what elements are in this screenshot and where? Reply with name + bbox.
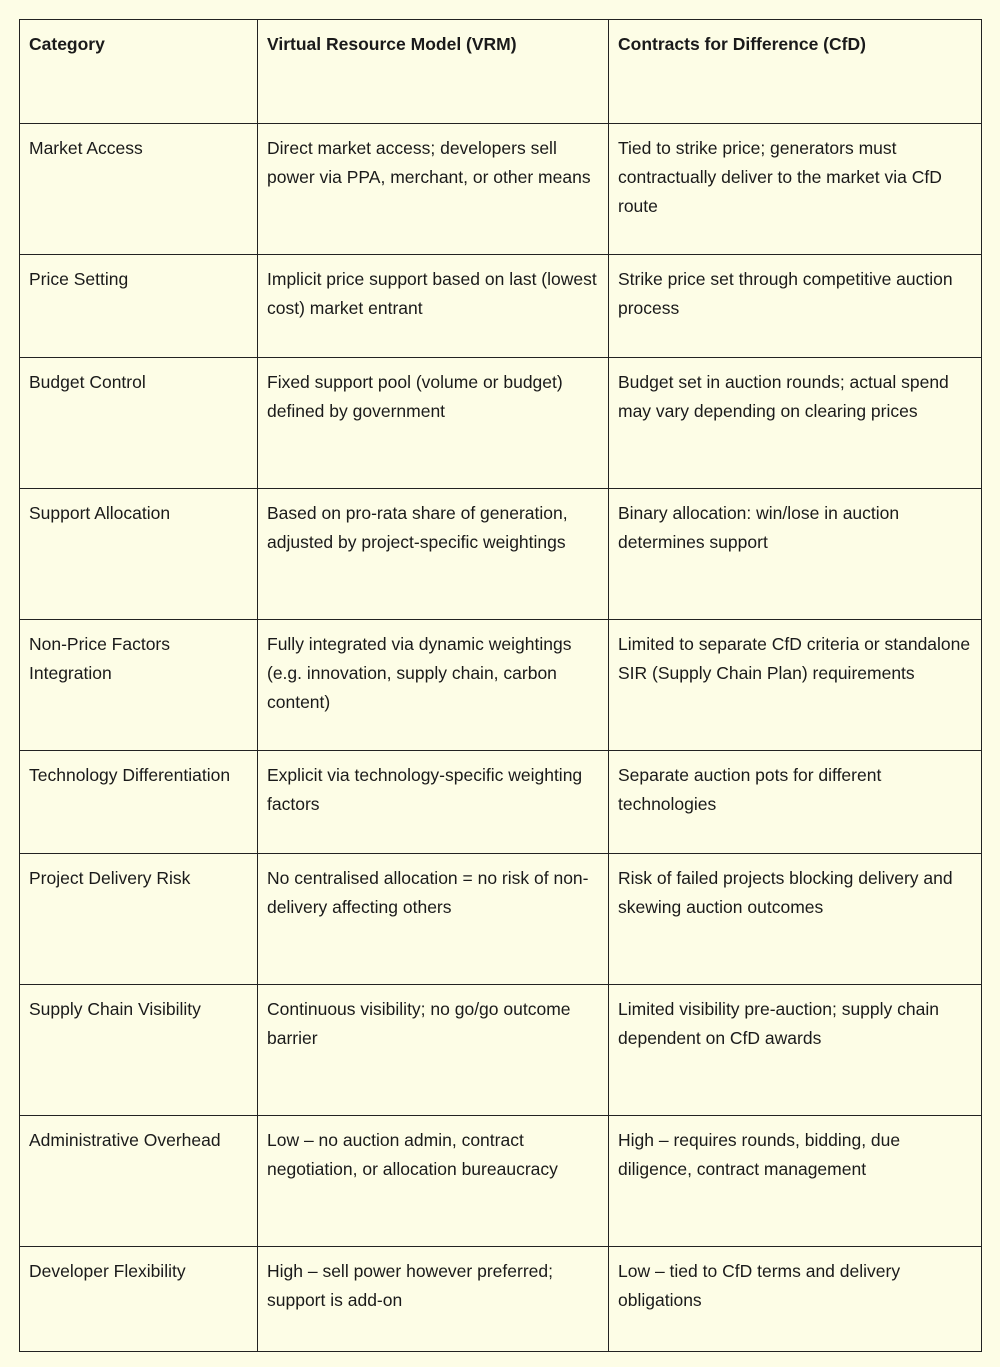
- header-category: Category: [20, 20, 258, 124]
- vrm-cell: No centralised allocation = no risk of non-delivery affecting others: [258, 854, 609, 985]
- vrm-cell: Continuous visibility; no go/go outcome barrier: [258, 985, 609, 1116]
- category-cell: Technology Differentiation: [20, 751, 258, 854]
- vrm-cell: Low – no auction admin, contract negotiation, or allocation bureaucracy: [258, 1116, 609, 1247]
- table-row: [20, 1116, 982, 1247]
- category-cell: Market Access: [20, 124, 258, 255]
- vrm-cell: Fixed support pool (volume or budget) defined by government: [258, 358, 609, 489]
- header-row: [20, 20, 982, 124]
- cfd-cell: Limited visibility pre-auction; supply chain dependent on CfD awards: [609, 985, 982, 1116]
- vrm-cell: Based on pro-rata share of generation, adjusted by project-specific weightings: [258, 489, 609, 620]
- vrm-cell: High – sell power however preferred; support is add-on: [258, 1247, 609, 1352]
- cfd-cell: Risk of failed projects blocking delivery and skewing auction outcomes: [609, 854, 982, 985]
- cfd-cell: Tied to strike price; generators must contractually deliver to the market via CfD route: [609, 124, 982, 255]
- cfd-cell: Limited to separate CfD criteria or standalone SIR (Supply Chain Plan) requirements: [609, 620, 982, 751]
- comparison-table: [19, 19, 982, 1352]
- category-cell: Non-Price Factors Integration: [20, 620, 258, 751]
- table-row: [20, 620, 982, 751]
- category-cell: Developer Flexibility: [20, 1247, 258, 1352]
- vrm-cell: Direct market access; developers sell power via PPA, merchant, or other means: [258, 124, 609, 255]
- table-row: [20, 854, 982, 985]
- cfd-cell: Separate auction pots for different technologies: [609, 751, 982, 854]
- category-cell: Budget Control: [20, 358, 258, 489]
- header-cfd: Contracts for Difference (CfD): [609, 20, 982, 124]
- vrm-cell: Implicit price support based on last (lowest cost) market entrant: [258, 255, 609, 358]
- table-row: [20, 1247, 982, 1352]
- table-row: [20, 489, 982, 620]
- cfd-cell: Binary allocation: win/lose in auction determines support: [609, 489, 982, 620]
- cfd-cell: High – requires rounds, bidding, due diligence, contract management: [609, 1116, 982, 1247]
- cfd-cell: Strike price set through competitive auction process: [609, 255, 982, 358]
- vrm-cell: Explicit via technology-specific weighting factors: [258, 751, 609, 854]
- category-cell: Support Allocation: [20, 489, 258, 620]
- vrm-cell: Fully integrated via dynamic weightings (e.g. innovation, supply chain, carbon content): [258, 620, 609, 751]
- table-row: [20, 751, 982, 854]
- table-row: [20, 124, 982, 255]
- category-cell: Supply Chain Visibility: [20, 985, 258, 1116]
- category-cell: Project Delivery Risk: [20, 854, 258, 985]
- cfd-cell: Low – tied to CfD terms and delivery obligations: [609, 1247, 982, 1352]
- table-row: [20, 255, 982, 358]
- cfd-cell: Budget set in auction rounds; actual spend may vary depending on clearing prices: [609, 358, 982, 489]
- category-cell: Administrative Overhead: [20, 1116, 258, 1247]
- table-row: [20, 358, 982, 489]
- table-row: [20, 985, 982, 1116]
- header-vrm: Virtual Resource Model (VRM): [258, 20, 609, 124]
- category-cell: Price Setting: [20, 255, 258, 358]
